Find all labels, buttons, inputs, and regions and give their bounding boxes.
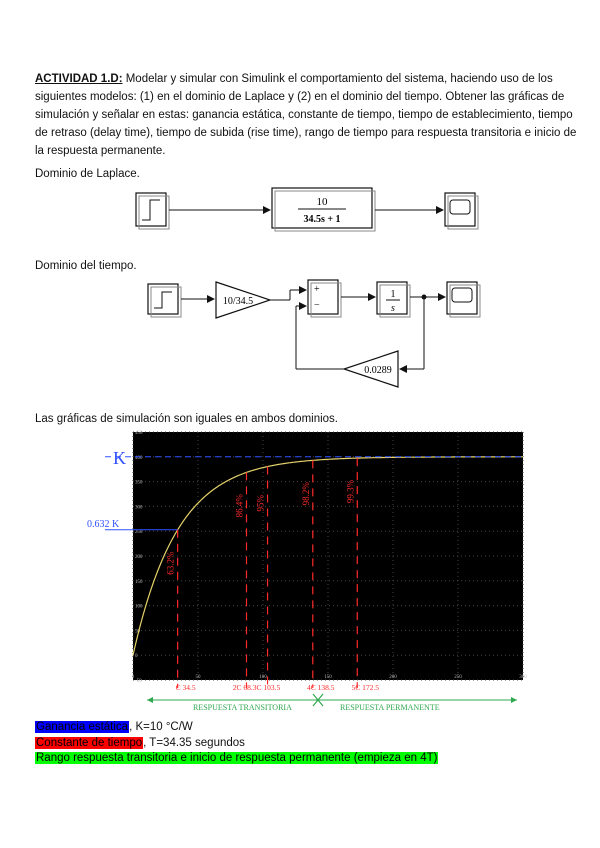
time-label: 2C 68.3C 103.5 [232,683,281,692]
laplace-label: Dominio de Laplace. [35,168,140,180]
marker-pct: 98.2% [300,482,311,506]
int-denominator: s [391,303,395,314]
range-text: Rango respuesta transitoria e inicio de respuesta permanente (empieza en 4T) [36,752,438,764]
gain-block-2 [344,351,398,387]
k063-label: 0.632 K [87,518,120,530]
integrator-block [377,282,410,317]
tf-numerator: 10 [316,196,328,208]
sum-block [308,280,341,317]
marker-pct: 95% [255,495,266,512]
time-label: C 34.5 [175,683,196,692]
gain2-value: 0.0289 [364,365,392,376]
x-tick-label: 50 [195,675,201,680]
y-tick-label: 200 [135,555,143,560]
step-block-2 [148,284,181,317]
transfer-function-block [272,188,375,231]
step-block [136,193,169,229]
y-tick-label: 300 [135,505,143,511]
y-tick-label: 400 [135,455,143,461]
legend-tau [35,736,245,751]
scope-block [445,193,478,229]
marker-pct: 99.3% [345,479,356,504]
tau-text: , T=34.35 segundos [143,737,245,749]
y-tick-label: 250 [135,530,143,536]
y-tick-label: 50 [135,629,140,635]
tau-tag: Constante de tiempo [36,737,143,749]
marker-pct: 63.2% [165,551,176,575]
y-tick-label: 100 [135,604,143,610]
y-tick-label: -50 [135,679,142,684]
x-tick-label: 100 [259,675,267,680]
transitoria-label: RESPUESTA TRANSITORIA [193,703,292,712]
x-tick-label: 300 [519,675,527,680]
permanente-label: RESPUESTA PERMANENTE [340,703,440,712]
sum-minus: − [314,300,320,311]
activity-heading: ACTIVIDAD 1.D: [35,73,123,85]
x-tick-label: 250 [454,675,462,680]
y-tick-label: 350 [135,480,143,486]
int-numerator: 1 [390,289,396,300]
activity-paragraph [35,70,583,160]
y-tick-label: 0 [135,654,138,660]
y-tick-label: 150 [135,579,143,585]
legend-gain [35,720,193,735]
sum-plus: + [314,284,320,295]
time-domain-label: Dominio del tiempo. [35,260,137,272]
x-tick-label: 150 [324,675,332,680]
time-label: 5C 172.5 [351,683,380,692]
gain-block-1 [216,282,270,318]
k-label: K [113,448,126,468]
plots-caption: Las gráficas de simulación son iguales en ambos dominios. [35,413,338,425]
gain-text: , K=10 °C/W [129,721,193,733]
x-tick-label: 0 [131,675,135,680]
tf-denominator: 34.5s + 1 [303,214,341,225]
gain-tag: Ganancia estática [36,721,129,733]
activity-text: Modelar y simular con Simulink el comportamiento del sistema, haciendo uso de los siguientes modelos: (1) en el dominio de Laplace y (2) en el dominio del tiempo. Obtener las gráficas de simulación y señalar en estas: ganancia estática, constante de tiempo, tiempo de establecimiento, tiempo de retraso (delay time), tiempo de subida (rise time), rango de tiempo para respuesta transitoria e inicio de la respuesta permanente. [35,73,577,157]
gain1-value: 10/34.5 [222,296,254,307]
time-label: 4C 138.5 [307,683,335,692]
laplace-diagram [0,180,600,245]
x-tick-label: 200 [389,675,397,680]
y-tick-label: 450 [135,431,143,436]
scope-block-2 [447,282,480,317]
response-chart [87,431,527,717]
legend-range [35,751,438,766]
marker-pct: 86.4% [234,494,245,518]
time-domain-diagram [0,270,600,390]
